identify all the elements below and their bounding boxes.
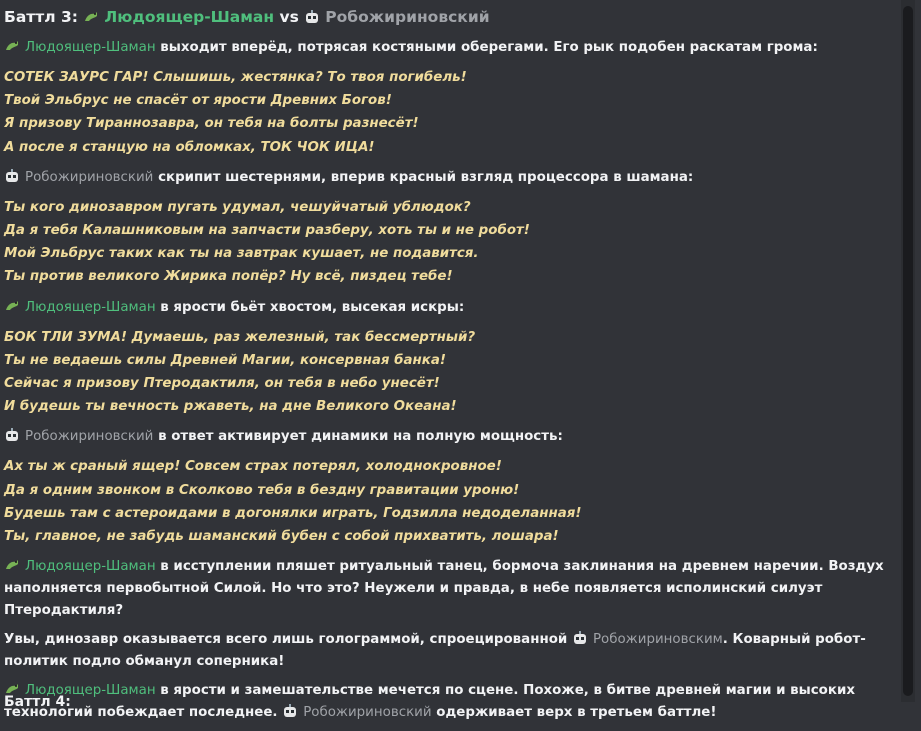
lizard-icon xyxy=(83,9,99,25)
robot-icon xyxy=(4,168,20,184)
verse-line: Ты против великого Жирика попёр? Ну всё, пиздец тебе! xyxy=(4,269,453,285)
verse-line: И будешь ты вечность ржаветь, на дне Великого Океана! xyxy=(4,399,457,415)
verse-line: Мой Эльбрус таких как ты на завтрак кушает, не подавится. xyxy=(4,246,479,262)
narration-6 xyxy=(4,629,884,673)
narration-text: в ярости бьёт хвостом, высекая искры: xyxy=(160,299,465,315)
verse-line: Ты не ведаешь силы Древней Магии, консервная банка! xyxy=(4,352,446,368)
fighter-b-mention: Робожириновский xyxy=(25,169,154,185)
fighter-b-name: Робожириновский xyxy=(325,8,490,26)
fighter-a-mention: Людоящер-Шаман xyxy=(25,40,156,55)
fighter-b-mention: Робожириновский xyxy=(25,429,154,445)
fighter-b-mention: Робожириновский xyxy=(303,705,432,721)
robot-icon xyxy=(572,630,588,646)
next-battle-title-cutoff: Баттл 4: xyxy=(4,694,71,710)
verse-line: Да я одним звонком в Сколково тебя в бездну гравитации уроню! xyxy=(4,482,520,498)
battle-title xyxy=(4,6,884,28)
fighter-a-name: Людоящер-Шаман xyxy=(104,8,275,26)
verse-line: Будешь там с астероидами в догонялки играть, Годзилла недоделанная! xyxy=(4,505,582,521)
verse-4 xyxy=(4,455,884,548)
verse-line: Твой Эльбрус не спасёт от ярости Древних Богов! xyxy=(4,93,392,109)
battle-label: Баттл 3: xyxy=(4,8,78,26)
narration-text: в ответ активирует динамики на полную мощность: xyxy=(158,429,563,445)
verse-line: Да я тебя Калашниковым на запчасти разберу, хоть ты и не робот! xyxy=(4,223,530,239)
lizard-icon xyxy=(4,557,20,573)
verse-line: А после я станцую на обломках, ТОК ЧОК ИЦА! xyxy=(4,139,375,155)
narration-text: выходит вперёд, потрясая костяными оберегами. Его рык подобен раскатам грома: xyxy=(160,40,818,55)
fighter-a-mention: Людоящер-Шаман xyxy=(25,683,156,699)
narration-text: скрипит шестернями, вперив красный взгляд процессора в шамана: xyxy=(158,169,694,185)
verse-1 xyxy=(4,66,884,159)
lizard-icon xyxy=(4,38,20,54)
message-content xyxy=(4,6,884,731)
verse-line: Ты, главное, не забудь шаманский бубен с собой прихватить, лошара! xyxy=(4,529,559,545)
scrollbar-thumb[interactable] xyxy=(903,6,913,696)
robot-icon xyxy=(4,427,20,443)
verse-line: БОК ТЛИ ЗУМА! Думаешь, раз железный, так бессмертный? xyxy=(4,329,476,345)
verse-line: Я призову Тираннозавра, он тебя на болты разнесёт! xyxy=(4,116,419,132)
narration-text: . Коварный робот-политик подло обманул соперника! xyxy=(4,632,866,670)
narration-4 xyxy=(4,426,884,448)
fighter-a-mention: Людоящер-Шаман xyxy=(25,559,156,575)
narration-text: в исступлении пляшет ритуальный танец, бормоча заклинания на древнем наречии. Воздух наполняется первобытной Силой. Но что это? Неужели и правда, в небе появляется исполинский силуэт Птеродактиля? xyxy=(4,559,884,619)
robot-icon xyxy=(282,703,298,719)
verse-line: Ты кого динозавром пугать удумал, чешуйчатый ублюдок? xyxy=(4,199,471,215)
fighter-b-mention: Робожириновским xyxy=(592,632,723,648)
verse-line: Ах ты ж сраный ящер! Совсем страх потерял, холоднокровное! xyxy=(4,459,502,475)
vs-label: vs xyxy=(279,8,299,26)
robot-icon xyxy=(304,9,320,25)
narration-text: одерживает верх в третьем баттле! xyxy=(436,705,717,721)
verse-line: Сейчас я призову Птеродактиля, он тебя в небо унесёт! xyxy=(4,376,440,392)
fighter-a-mention: Людоящер-Шаман xyxy=(25,299,156,315)
verse-2 xyxy=(4,196,884,289)
verse-line: СОТЕК ЗАУРС ГАР! Слышишь, жестянка? То твоя погибель! xyxy=(4,70,467,85)
narration-3 xyxy=(4,297,884,319)
lizard-icon xyxy=(4,298,20,314)
narration-1 xyxy=(4,37,884,59)
narration-text: в ярости и замешательстве мечется по сцене. Похоже, в битве древней магии и высоких технологий побеждает последнее. xyxy=(4,683,855,721)
narration-2 xyxy=(4,167,884,189)
verse-3 xyxy=(4,326,884,419)
narration-5 xyxy=(4,556,884,622)
narration-text: Увы, динозавр оказывается всего лишь голограммой, спроецированной xyxy=(4,632,568,648)
narration-7 xyxy=(4,680,884,724)
